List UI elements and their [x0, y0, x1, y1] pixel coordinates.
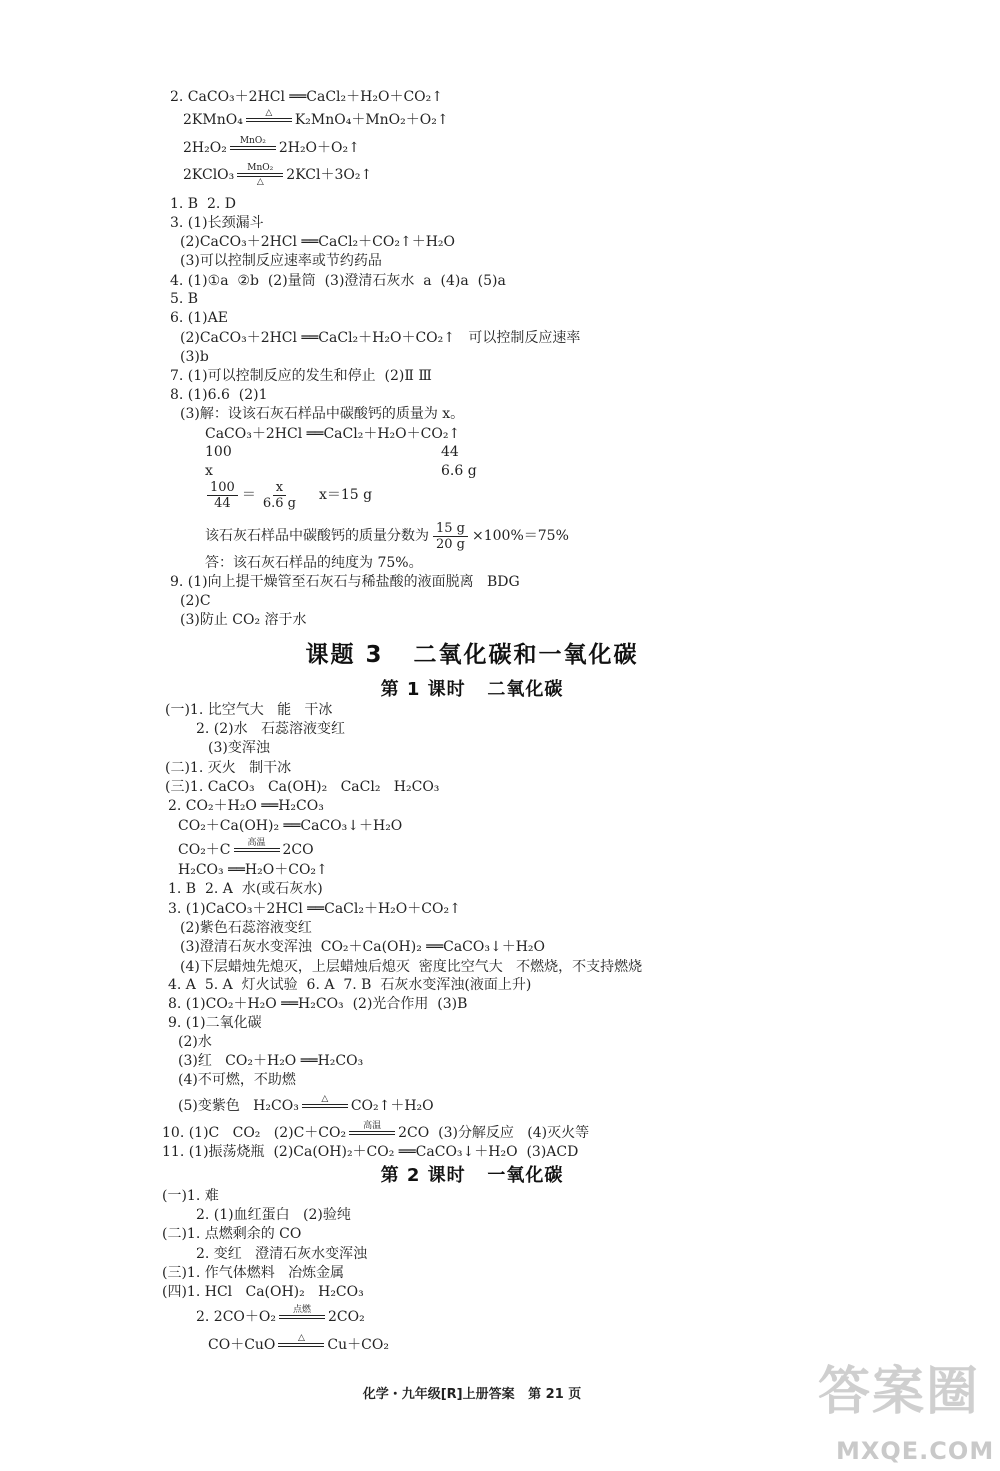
answer-line: (3)可以控制反应速率或节约药品: [180, 253, 382, 269]
calc-value: x: [205, 463, 213, 479]
condition-above: MnO₂: [239, 136, 266, 146]
condition-above: △: [321, 1094, 329, 1104]
answer-line: 1. B 2. A 水(或石灰水): [168, 881, 323, 897]
percent-result: ×100%＝75%: [472, 528, 569, 544]
reaction-condition: [349, 1121, 395, 1145]
answer-line: (二)1. 点燃剩余的 CO: [162, 1226, 302, 1242]
answer-line: (2)水: [178, 1034, 212, 1050]
answer-line: (一)1. 比空气大 能 干冰: [165, 702, 333, 718]
answer-line: 9. (1)二氧化碳: [168, 1015, 262, 1031]
answer-line: 答：该石灰石样品的纯度为 75%。: [205, 555, 423, 571]
answer-line: (四)1. HCl Ca(OH)₂ H₂CO₃: [162, 1284, 364, 1300]
result-text: x＝15 g: [318, 487, 373, 503]
equation-reactants: CO₂＋C: [178, 842, 231, 858]
reaction-sign: [279, 1315, 325, 1319]
page-footer: 化学・九年级[R]上册答案 第 21 页: [362, 1387, 582, 1402]
percent-line: [205, 518, 569, 554]
answer-line: (二)1. 灭火 制干冰: [165, 760, 292, 776]
chem-equation: [208, 1331, 389, 1359]
reaction-condition: [230, 136, 276, 160]
condition-below: △: [256, 177, 264, 187]
class-title: 第 1 课时 二氧化碳: [380, 679, 564, 700]
reaction-sign: [278, 1343, 324, 1347]
condition-above: 点燃: [292, 1305, 311, 1315]
numerator: 15 g: [433, 521, 468, 537]
percent-text: 该石灰石样品中碳酸钙的质量分数为: [205, 528, 429, 544]
answer-line: (一)1. 难: [162, 1188, 219, 1204]
lesson-title: 课题 3 二氧化碳和一氧化碳: [305, 642, 639, 668]
reaction-condition: [302, 1094, 348, 1118]
answer-line: (2)C: [180, 593, 211, 609]
equation-products: 2CO₂: [328, 1309, 365, 1325]
answer-line: 2. 变红 澄清石灰水变浑浊: [196, 1246, 368, 1262]
equation-reactants: 2KClO₃: [183, 167, 235, 183]
reaction-condition: [278, 1333, 324, 1357]
reaction-sign: [349, 1131, 395, 1135]
reaction-sign: [234, 848, 280, 852]
chem-equation: [178, 836, 314, 864]
answer-line: (3)澄清石灰水变浑浊 CO₂＋Ca(OH)₂ ══CaCO₃↓＋H₂O: [180, 939, 546, 955]
answer-line: (3)变浑浊: [208, 740, 270, 756]
numerator: 100: [207, 480, 238, 496]
equation-products: 2H₂O＋O₂↑: [278, 140, 360, 156]
chem-equation: [183, 106, 449, 134]
answer-line: 9. (1)向上提干燥管至石灰石与稀盐酸的液面脱离 BDG: [170, 574, 520, 590]
equation-reactants: 10. (1)C CO₂ (2)C＋CO₂: [162, 1125, 347, 1141]
reaction-sign: [302, 1104, 348, 1108]
answer-line: 2. (2)水 石蕊溶液变红: [196, 721, 345, 737]
reaction-sign: [246, 118, 292, 122]
calc-value: 100: [205, 444, 232, 460]
answer-line: 2. CaCO₃＋2HCl ══CaCl₂＋H₂O＋CO₂↑: [170, 89, 443, 105]
reaction-sign: [230, 146, 276, 150]
condition-above: 高温: [247, 838, 266, 848]
answer-line: (3)解：设该石灰石样品中碳酸钙的质量为 x。: [180, 406, 465, 422]
answer-line: (三)1. CaCO₃ Ca(OH)₂ CaCl₂ H₂CO₃: [165, 779, 440, 795]
equation-products: Cu＋CO₂: [327, 1337, 389, 1353]
reaction-condition: [246, 108, 292, 132]
equation-products: K₂MnO₄＋MnO₂＋O₂↑: [294, 112, 449, 128]
answer-line: 3. (1)长颈漏斗: [170, 215, 264, 231]
watermark-logo: 答案圈: [818, 1362, 981, 1422]
equation-products: 2CO (3)分解反应 (4)灭火等: [398, 1125, 590, 1141]
proportion-line: [203, 477, 372, 513]
answer-line: 11. (1)振荡烧瓶 (2)Ca(OH)₂＋CO₂ ══CaCO₃↓＋H₂O (3)ACD: [162, 1144, 579, 1160]
answer-line: 2. (1)血红蛋白 (2)验纯: [196, 1207, 351, 1223]
chem-equation: [196, 1303, 365, 1331]
equation-reactants: 2KMnO₄: [183, 112, 243, 128]
denominator: 6.6 g: [262, 495, 296, 511]
reaction-condition: [234, 838, 280, 862]
answer-line: (3)红 CO₂＋H₂O ══H₂CO₃: [178, 1053, 364, 1069]
answer-line: (2)紫色石蕊溶液变红: [180, 920, 312, 936]
equation-reactants: 2. 2CO＋O₂: [196, 1309, 276, 1325]
condition-above: △: [265, 108, 273, 118]
answer-line: H₂CO₃ ══H₂O＋CO₂↑: [178, 862, 328, 878]
answer-line: 8. (1)6.6 (2)1: [170, 387, 268, 403]
equation-reactants: (5)变紫色 H₂CO₃: [178, 1098, 299, 1114]
calc-value: 6.6 g: [441, 463, 477, 479]
answer-line: (2)CaCO₃＋2HCl ══CaCl₂＋CO₂↑＋H₂O: [180, 234, 455, 250]
equals-sign: ＝: [241, 487, 256, 503]
answer-line: 8. (1)CO₂＋H₂O ══H₂CO₃ (2)光合作用 (3)B: [168, 996, 468, 1012]
chem-equation: [183, 161, 372, 189]
denominator: 44: [214, 495, 231, 511]
answer-line: 5. B: [170, 291, 199, 307]
answer-line: 6. (1)AE: [170, 310, 228, 326]
equation-reactants: 2H₂O₂: [183, 140, 227, 156]
answer-line: (3)b: [180, 349, 209, 365]
condition-above: 高温: [363, 1121, 382, 1131]
chem-equation: [178, 1092, 434, 1120]
reaction-condition: [237, 163, 283, 187]
watermark-site: MXQE.COM: [836, 1437, 995, 1465]
answer-line: 3. (1)CaCO₃＋2HCl ══CaCl₂＋H₂O＋CO₂↑: [168, 901, 461, 917]
equation-products: 2KCl＋3O₂↑: [286, 167, 373, 183]
condition-above: △: [297, 1333, 305, 1343]
denominator: 20 g: [436, 536, 465, 552]
class-title: 第 2 课时 一氧化碳: [380, 1165, 564, 1186]
chem-equation: [183, 134, 360, 162]
answer-line: (4)下层蜡烛先熄灭，上层蜡烛后熄灭 密度比空气大 不燃烧，不支持燃烧: [180, 959, 643, 975]
answer-line: 1. B 2. D: [170, 196, 237, 212]
answer-line: (3)防止 CO₂ 溶于水: [180, 612, 307, 628]
answer-line: 7. (1)可以控制反应的发生和停止 (2)Ⅱ Ⅲ: [170, 368, 432, 384]
answer-line: (三)1. 作气体燃料 冶炼金属: [162, 1265, 345, 1281]
answer-line: 2. CO₂＋H₂O ══H₂CO₃: [168, 798, 324, 814]
answer-line: (4)不可燃，不助燃: [178, 1072, 296, 1088]
fraction: [433, 521, 468, 552]
fraction: [260, 480, 299, 511]
answer-line: 4. (1)①a ②b (2)量筒 (3)澄清石灰水 a (4)a (5)a: [170, 273, 506, 289]
condition-above: MnO₂: [247, 163, 274, 173]
equation-products: 2CO: [282, 842, 314, 858]
answer-line: 4. A 5. A 灯火试验 6. A 7. B 石灰水变浑浊(液面上升): [168, 977, 532, 993]
equation-products: CO₂↑＋H₂O: [350, 1098, 434, 1114]
calc-value: 44: [441, 444, 459, 460]
answer-line: CaCO₃＋2HCl ══CaCl₂＋H₂O＋CO₂↑: [205, 426, 461, 442]
reaction-condition: [279, 1305, 325, 1329]
numerator: x: [273, 480, 286, 496]
equation-reactants: CO＋CuO: [208, 1337, 276, 1353]
answer-line: CO₂＋Ca(OH)₂ ══CaCO₃↓＋H₂O: [178, 818, 403, 834]
answer-line: (2)CaCO₃＋2HCl ══CaCl₂＋H₂O＋CO₂↑ 可以控制反应速率: [180, 330, 581, 346]
fraction: [207, 480, 238, 511]
